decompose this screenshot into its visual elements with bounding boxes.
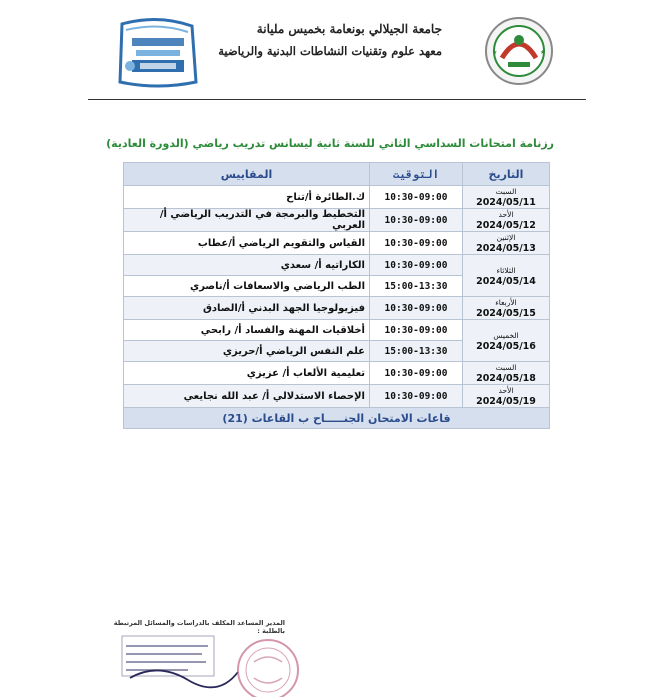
module-cell: تعليمية الألعاب أ/ عزيزي xyxy=(124,362,370,385)
table-row xyxy=(124,255,550,276)
module-cell: الإحصاء الاستدلالي أ/ عبد الله نجايعي xyxy=(124,385,370,408)
table-header-row xyxy=(124,163,550,186)
day-label: الأحد xyxy=(498,210,514,219)
date-cell xyxy=(463,209,550,232)
time-cell: 10:30-09:00 xyxy=(370,186,463,209)
date-cell xyxy=(463,385,550,408)
time-cell: 15:00-13:30 xyxy=(370,276,463,297)
day-label: السبت xyxy=(495,187,517,196)
time-cell: 10:30-09:00 xyxy=(370,209,463,232)
exam-schedule-table xyxy=(123,162,550,429)
signature-stamp xyxy=(118,632,308,697)
time-cell: 15:00-13:30 xyxy=(370,341,463,362)
day-label: الإثنين xyxy=(496,233,516,242)
day-label: الأربعاء xyxy=(495,298,517,307)
header-date: التاريخ xyxy=(463,163,550,186)
date-value: 2024/05/14 xyxy=(476,275,536,287)
svg-text:★: ★ xyxy=(492,49,498,56)
module-cell: الطب الرياضي والاسعافات أ/ناصري xyxy=(124,276,370,297)
university-name: جامعة الجيلالي بونعامة بخميس مليانة xyxy=(256,22,442,36)
time-cell: 10:30-09:00 xyxy=(370,232,463,255)
header-module: المقاييس xyxy=(124,163,370,186)
module-cell: القياس والتقويم الرياضي أ/عطاب xyxy=(124,232,370,255)
date-cell xyxy=(463,362,550,385)
date-value: 2024/05/16 xyxy=(476,340,536,352)
date-value: 2024/05/18 xyxy=(476,373,536,384)
module-cell: أخلاقيات المهنة والفساد أ/ رابحي xyxy=(124,320,370,341)
day-label: الأحد xyxy=(498,386,514,395)
module-cell: فيزيولوجيا الجهد البدني أ/الصادق xyxy=(124,297,370,320)
header-time: التوقيت xyxy=(370,163,463,186)
date-cell xyxy=(463,232,550,255)
table-row xyxy=(124,320,550,341)
table-footer-row xyxy=(124,408,550,429)
date-value: 2024/05/19 xyxy=(476,396,536,407)
day-label: السبت xyxy=(495,363,517,372)
institute-name: معهد علوم وتقنيات النشاطات البدنية والرياضية xyxy=(218,44,442,58)
document-title: رزنامة امتحانات السداسي الثاني للسنة ثانية ليسانس تدريب رياضي (الدورة العادية) xyxy=(106,137,554,150)
date-value: 2024/05/12 xyxy=(476,220,536,231)
time-cell: 10:30-09:00 xyxy=(370,362,463,385)
date-cell xyxy=(463,186,550,209)
table-row xyxy=(124,297,550,320)
exam-rooms-note: قاعات الامتحان الجنـــــاح ب القاعات (21) xyxy=(124,408,550,429)
time-cell: 10:30-09:00 xyxy=(370,385,463,408)
day-label: الثلاثاء xyxy=(496,265,516,275)
module-cell: علم النفس الرياضي أ/حريزي xyxy=(124,341,370,362)
table-row xyxy=(124,385,550,408)
time-cell: 10:30-09:00 xyxy=(370,320,463,341)
day-label: الخميس xyxy=(493,330,519,340)
module-cell: الكاراتيه أ/ سعدي xyxy=(124,255,370,276)
table-row xyxy=(124,362,550,385)
date-cell xyxy=(463,320,550,362)
module-cell: ك.الطائرة أ/تناح xyxy=(124,186,370,209)
institute-logo xyxy=(478,16,560,86)
table-row xyxy=(124,209,550,232)
time-cell: 10:30-09:00 xyxy=(370,255,463,276)
date-cell xyxy=(463,297,550,320)
table-row xyxy=(124,232,550,255)
time-cell: 10:30-09:00 xyxy=(370,297,463,320)
date-cell xyxy=(463,255,550,297)
table-row xyxy=(124,186,550,209)
signature-title: المدير المساعد المكلف بالدراسات والمسائل المرتبطة بالطلبة : xyxy=(113,619,285,635)
date-value: 2024/05/15 xyxy=(476,308,536,319)
university-logo xyxy=(112,16,204,88)
date-value: 2024/05/11 xyxy=(476,197,536,208)
date-value: 2024/05/13 xyxy=(476,243,536,254)
header-divider xyxy=(88,99,586,100)
module-cell: التخطيط والبرمجة في التدريب الرياضي أ/العربي xyxy=(124,209,370,232)
svg-text:★: ★ xyxy=(540,49,546,56)
